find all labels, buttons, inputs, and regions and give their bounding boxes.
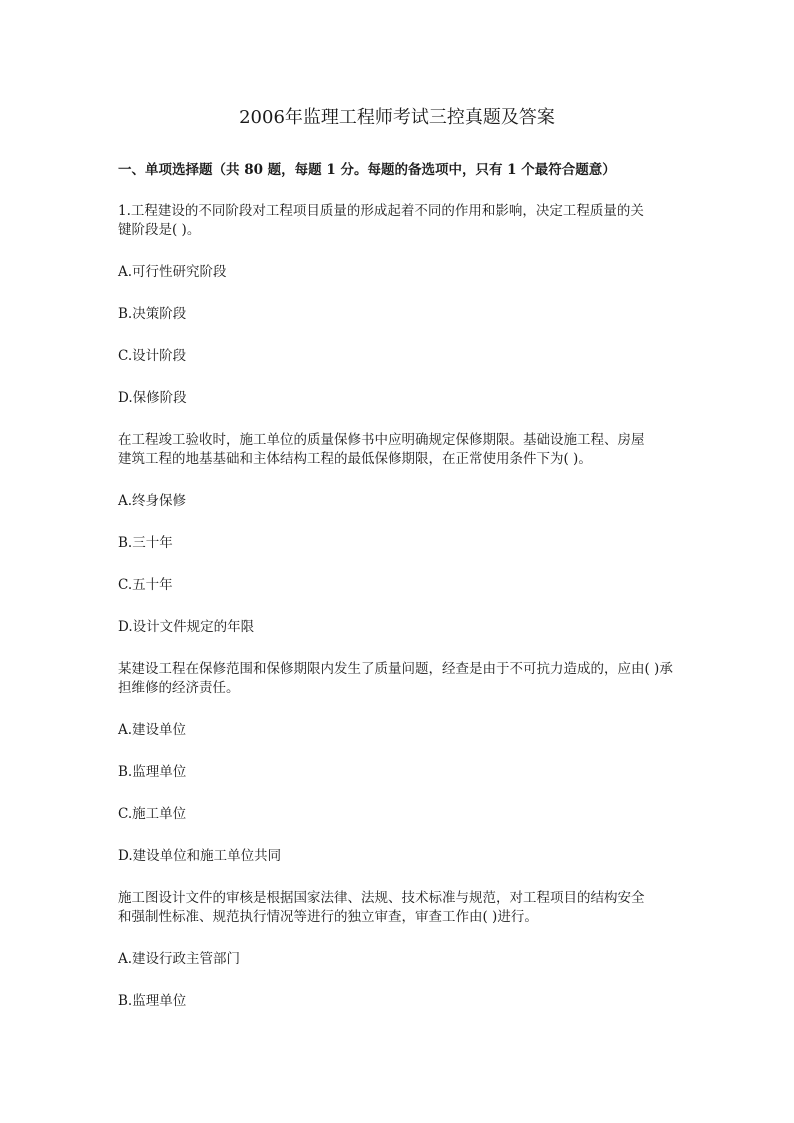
question-2-option-c	[118, 575, 718, 595]
question-2-option-d	[118, 617, 718, 637]
question-line: 建筑工程的地基基础和主体结构工程的最低保修期限，在正常使用条件下为( )。	[118, 451, 592, 467]
option-text: B.监理单位	[118, 993, 187, 1009]
question-4-option-b	[118, 991, 718, 1011]
question-3-option-c	[118, 804, 718, 824]
question-line: 在工程竣工验收时，施工单位的质量保修书中应明确规定保修期限。基础设施工程、房屋	[118, 432, 645, 448]
question-1-text	[118, 201, 718, 240]
question-3-option-b	[118, 762, 718, 782]
question-3-option-d	[118, 846, 718, 866]
question-1-option-d	[118, 388, 718, 408]
document-title: 2006年监理工程师考试三控真题及答案	[239, 107, 555, 128]
question-4-text	[118, 888, 718, 927]
question-3-text	[118, 659, 718, 698]
question-line: 1.工程建设的不同阶段对工程项目质量的形成起着不同的作用和影响，决定工程质量的关	[118, 203, 644, 219]
option-text: C.设计阶段	[118, 348, 187, 364]
question-2-text	[118, 430, 718, 469]
document-body	[118, 160, 718, 1033]
question-2-option-a	[118, 491, 718, 511]
option-text: A.终身保修	[118, 493, 187, 509]
option-text: D.建设单位和施工单位共同	[118, 848, 282, 864]
question-line: 担维修的经济责任。	[118, 680, 240, 696]
question-1-option-b	[118, 304, 718, 324]
option-text: B.监理单位	[118, 764, 187, 780]
question-line: 某建设工程在保修范围和保修期限内发生了质量问题，经查是由于不可抗力造成的，应由( )承	[118, 661, 673, 677]
option-text: D.设计文件规定的年限	[118, 619, 255, 635]
option-text: D.保修阶段	[118, 390, 187, 406]
option-text: A.建设行政主管部门	[118, 951, 241, 967]
option-text: C.五十年	[118, 577, 173, 593]
question-4-option-a	[118, 949, 718, 969]
question-2-option-b	[118, 533, 718, 553]
question-3-option-a	[118, 720, 718, 740]
question-line: 施工图设计文件的审核是根据国家法律、法规、技术标准与规范，对工程项目的结构安全	[118, 890, 645, 906]
question-line: 和强制性标准、规范执行情况等进行的独立审查，审查工作由( )进行。	[118, 909, 538, 925]
option-text: A.可行性研究阶段	[118, 264, 227, 280]
question-1-option-a	[118, 262, 718, 282]
question-1-option-c	[118, 346, 718, 366]
question-line: 键阶段是( )。	[118, 222, 201, 238]
section-heading: 一、单项选择题（共 80 题，每题 1 分。每题的备选项中，只有 1 个最符合题意）	[118, 162, 616, 178]
option-text: A.建设单位	[118, 722, 187, 738]
option-text: B.决策阶段	[118, 306, 187, 322]
option-text: B.三十年	[118, 535, 173, 551]
option-text: C.施工单位	[118, 806, 187, 822]
